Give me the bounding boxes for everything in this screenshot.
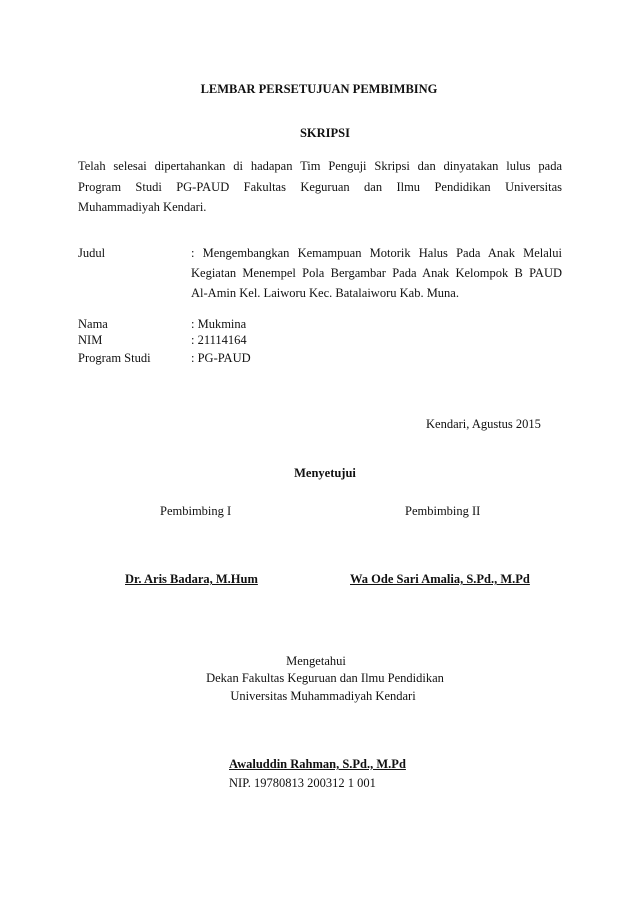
program-value: : PG-PAUD (191, 351, 251, 365)
judul-value-line-1: : Mengembangkan Kemampuan Motorik Halus Pada Anak Melalui (191, 246, 562, 260)
dean-title (0, 671, 638, 686)
program-label: Program Studi (78, 351, 151, 365)
nama-value: : Mukmina (191, 317, 247, 331)
supervisor-1-name: Dr. Aris Badara, M.Hum (125, 572, 258, 586)
acknowledgement-heading-text: Mengetahui (286, 654, 346, 668)
document-type-text: SKRIPSI (299, 126, 351, 140)
place-date: Kendari, Agustus 2015 (426, 417, 541, 431)
intro-line-3: Muhammadiyah Kendari. (78, 200, 207, 214)
intro-line-1: Telah selesai dipertahankan di hadapan Tim Penguji Skripsi dan dinyatakan lulus pada (78, 159, 562, 173)
supervisor-1-label: Pembimbing I (160, 504, 232, 518)
judul-value-line-2: Kegiatan Menempel Pola Bergambar Pada Anak Kelompok B PAUD (191, 266, 562, 280)
intro-line-2: Program Studi PG-PAUD Fakultas Keguruan dan Ilmu Pendidikan Universitas (78, 180, 562, 194)
judul-value-line-3: Al-Amin Kel. Laiworu Kec. Batalaiworu Kab. Muna. (191, 286, 459, 300)
nim-value: : 21114164 (191, 333, 247, 347)
judul-label: Judul (78, 246, 106, 260)
nim-label: NIM (78, 333, 103, 347)
university-name (0, 689, 638, 704)
dean-title-text: Dekan Fakultas Keguruan dan Ilmu Pendidikan (206, 671, 444, 685)
supervisor-2-label: Pembimbing II (405, 504, 481, 518)
supervisor-2-name: Wa Ode Sari Amalia, S.Pd., M.Pd (350, 572, 530, 586)
dean-nip: NIP. 19780813 200312 1 001 (229, 776, 376, 790)
university-name-text: Universitas Muhammadiyah Kendari (230, 689, 416, 703)
document-type-heading (0, 126, 638, 141)
nama-label: Nama (78, 317, 108, 331)
approval-heading-text: Menyetujui (294, 466, 356, 480)
acknowledgement-heading (0, 654, 638, 669)
approval-heading (0, 466, 638, 481)
dean-name: Awaluddin Rahman, S.Pd., M.Pd (229, 757, 406, 771)
page-title: LEMBAR PERSETUJUAN PEMBIMBING (200, 82, 438, 96)
